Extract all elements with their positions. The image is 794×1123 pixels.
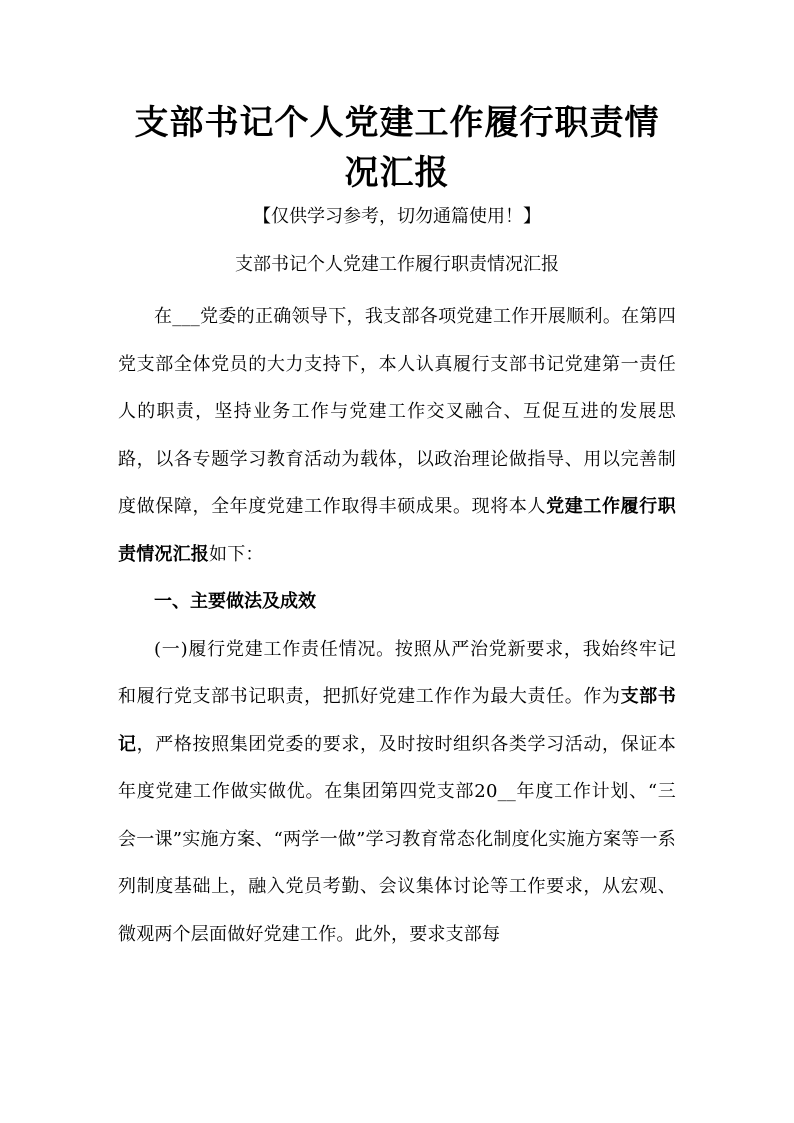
document-title: 支部书记个人党建工作履行职责情况汇报 xyxy=(134,103,660,193)
document-subtitle: 支部书记个人党建工作履行职责情况汇报 xyxy=(235,254,559,275)
paragraph-intro-text: 在___党委的正确领导下，我支部各项党建工作开展顺利。在第四党支部全体党员的大力支持下，本人认真履行支部书记党建第一责任人的职责，坚持业务工作与党建工作交叉融合、互促互进的发展思路，以各专题学习教育活动为载体，以政治理论做指导、用以完善制度做保障，全年度党建工作取得丰硕成果。现将本人 xyxy=(118,306,676,517)
paragraph-responsibility-tail: ，严格按照集团党委的要求，及时按时组织各类学习活动，保证本年度党建工作做实做优。在集团第四党支部20__年度工作计划、“三会一课”实施方案、“两学一做”学习教育常态化制度化实施方案等一系列制度基础上，融入党员考勤、会议集体讨论等工作要求，从宏观、微观两个层面做好党建工作。此外，要求支部每 xyxy=(118,733,677,945)
paragraph-responsibility-bold: 支部书记 xyxy=(118,686,676,755)
paragraph-intro-bold: 党建工作履行职责情况汇报 xyxy=(118,496,676,565)
disclaimer-note: 【仅供学习参考，切勿通篇使用！】 xyxy=(253,206,541,227)
document-body xyxy=(118,293,676,958)
paragraph-intro-tail: 如下： xyxy=(209,543,264,565)
paragraph-responsibility-text: (一)履行党建工作责任情况。按照从严治党新要求，我始终牢记和履行党支部书记职责，把抓好党建工作作为最大责任。作为 xyxy=(118,638,676,707)
section-heading-main-practices: 一、主要做法及成效 xyxy=(154,591,316,612)
paragraph-intro xyxy=(118,293,676,578)
paragraph-responsibility xyxy=(118,626,676,959)
